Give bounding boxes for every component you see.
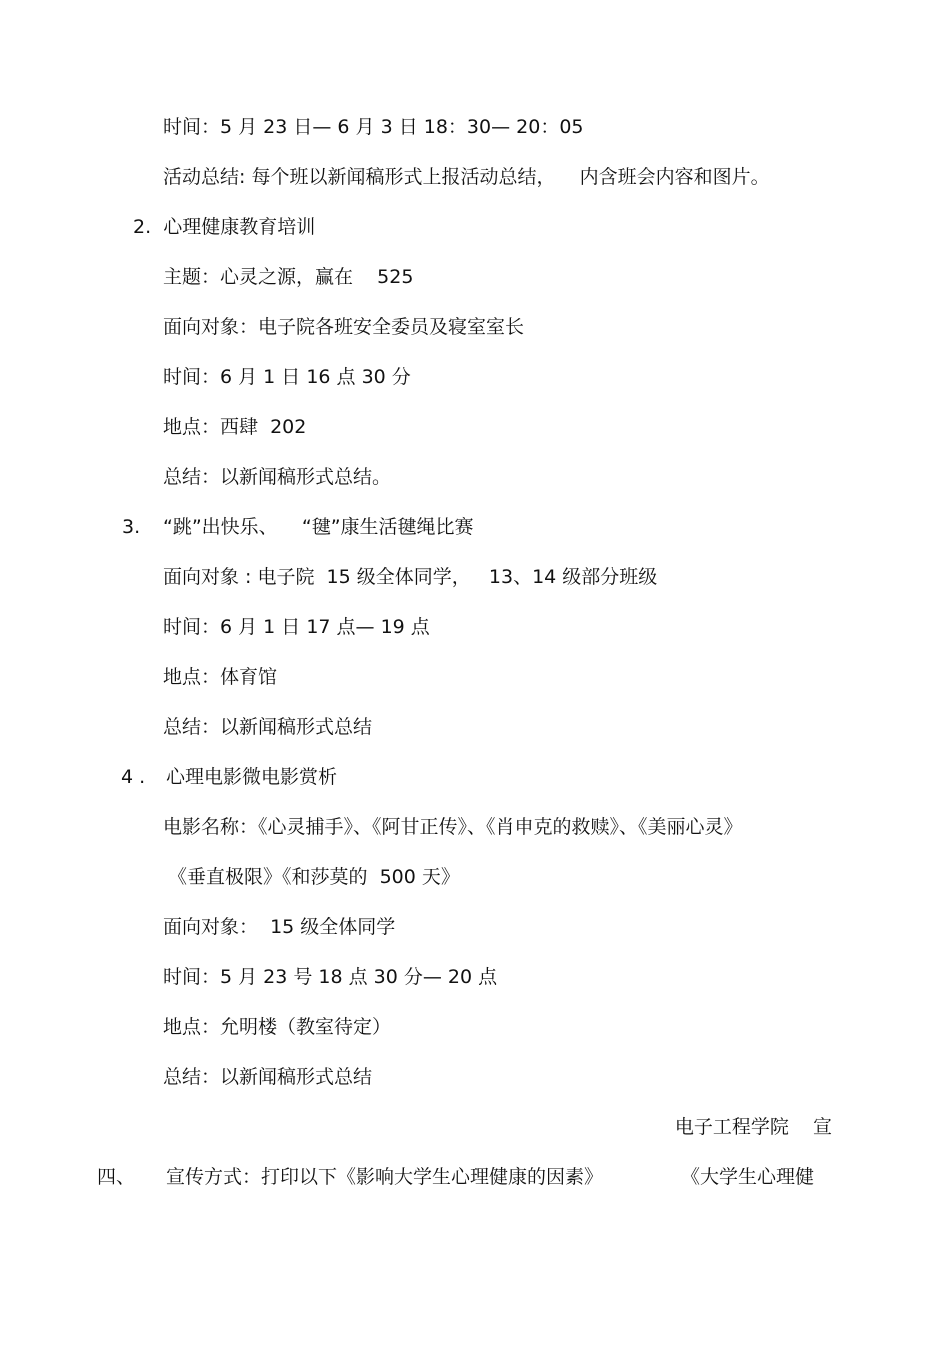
section-4-number: 4 . — [121, 766, 146, 788]
line-time-1: 时间：5 月 23 日— 6 月 3 日 18：30— 20：05 — [163, 116, 584, 138]
section-3-heading: “跳”出快乐、 “毽”康生活毽绳比赛 — [163, 516, 474, 538]
line-theme: 主题：心灵之源，赢在 525 — [163, 266, 414, 288]
line-location-3: 地点：体育馆 — [163, 666, 278, 688]
section-3-number: 3. — [122, 516, 141, 538]
section-four-text-cont: 《大学生心理健 — [681, 1166, 815, 1188]
line-location-2: 地点：西肆 202 — [163, 416, 307, 438]
line-summary-4: 总结：以新闻稿形式总结 — [163, 1066, 373, 1088]
line-audience-2: 面向对象：电子院各班安全委员及寝室室长 — [163, 316, 525, 338]
line-summary-activity: 活动总结: 每个班以新闻稿形式上报活动总结， 内含班会内容和图片。 — [163, 166, 770, 188]
line-time-4: 时间：5 月 23 号 18 点 30 分— 20 点 — [163, 966, 498, 988]
line-summary-2: 总结：以新闻稿形式总结。 — [163, 466, 392, 488]
section-four-text: 宣传方式：打印以下《影响大学生心理健康的因素》 — [166, 1166, 604, 1188]
section-2-heading: 2. 心理健康教育培训 — [133, 216, 316, 238]
line-time-3: 时间：6 月 1 日 17 点— 19 点 — [163, 616, 430, 638]
section-four-number: 四、 — [97, 1166, 136, 1188]
line-summary-3: 总结：以新闻稿形式总结 — [163, 716, 373, 738]
section-4-heading: 心理电影微电影赏析 — [166, 766, 338, 788]
line-audience-3: 面向对象 : 电子院 15 级全体同学， 13、14 级部分班级 — [163, 566, 658, 588]
line-movie-names: 电影名称：《心灵捕手》、《阿甘正传》、《肖申克的救赎》、《美丽心灵》 — [163, 816, 743, 838]
line-movie-names-cont: 《垂直极限》《和莎莫的 500 天》 — [168, 866, 460, 888]
line-audience-4: 面向对象： 15 级全体同学 — [163, 916, 396, 938]
line-time-2: 时间：6 月 1 日 16 点 30 分 — [163, 366, 411, 388]
signature: 电子工程学院 宣 — [674, 1116, 832, 1138]
line-location-4: 地点：允明楼（教室待定） — [163, 1016, 392, 1038]
